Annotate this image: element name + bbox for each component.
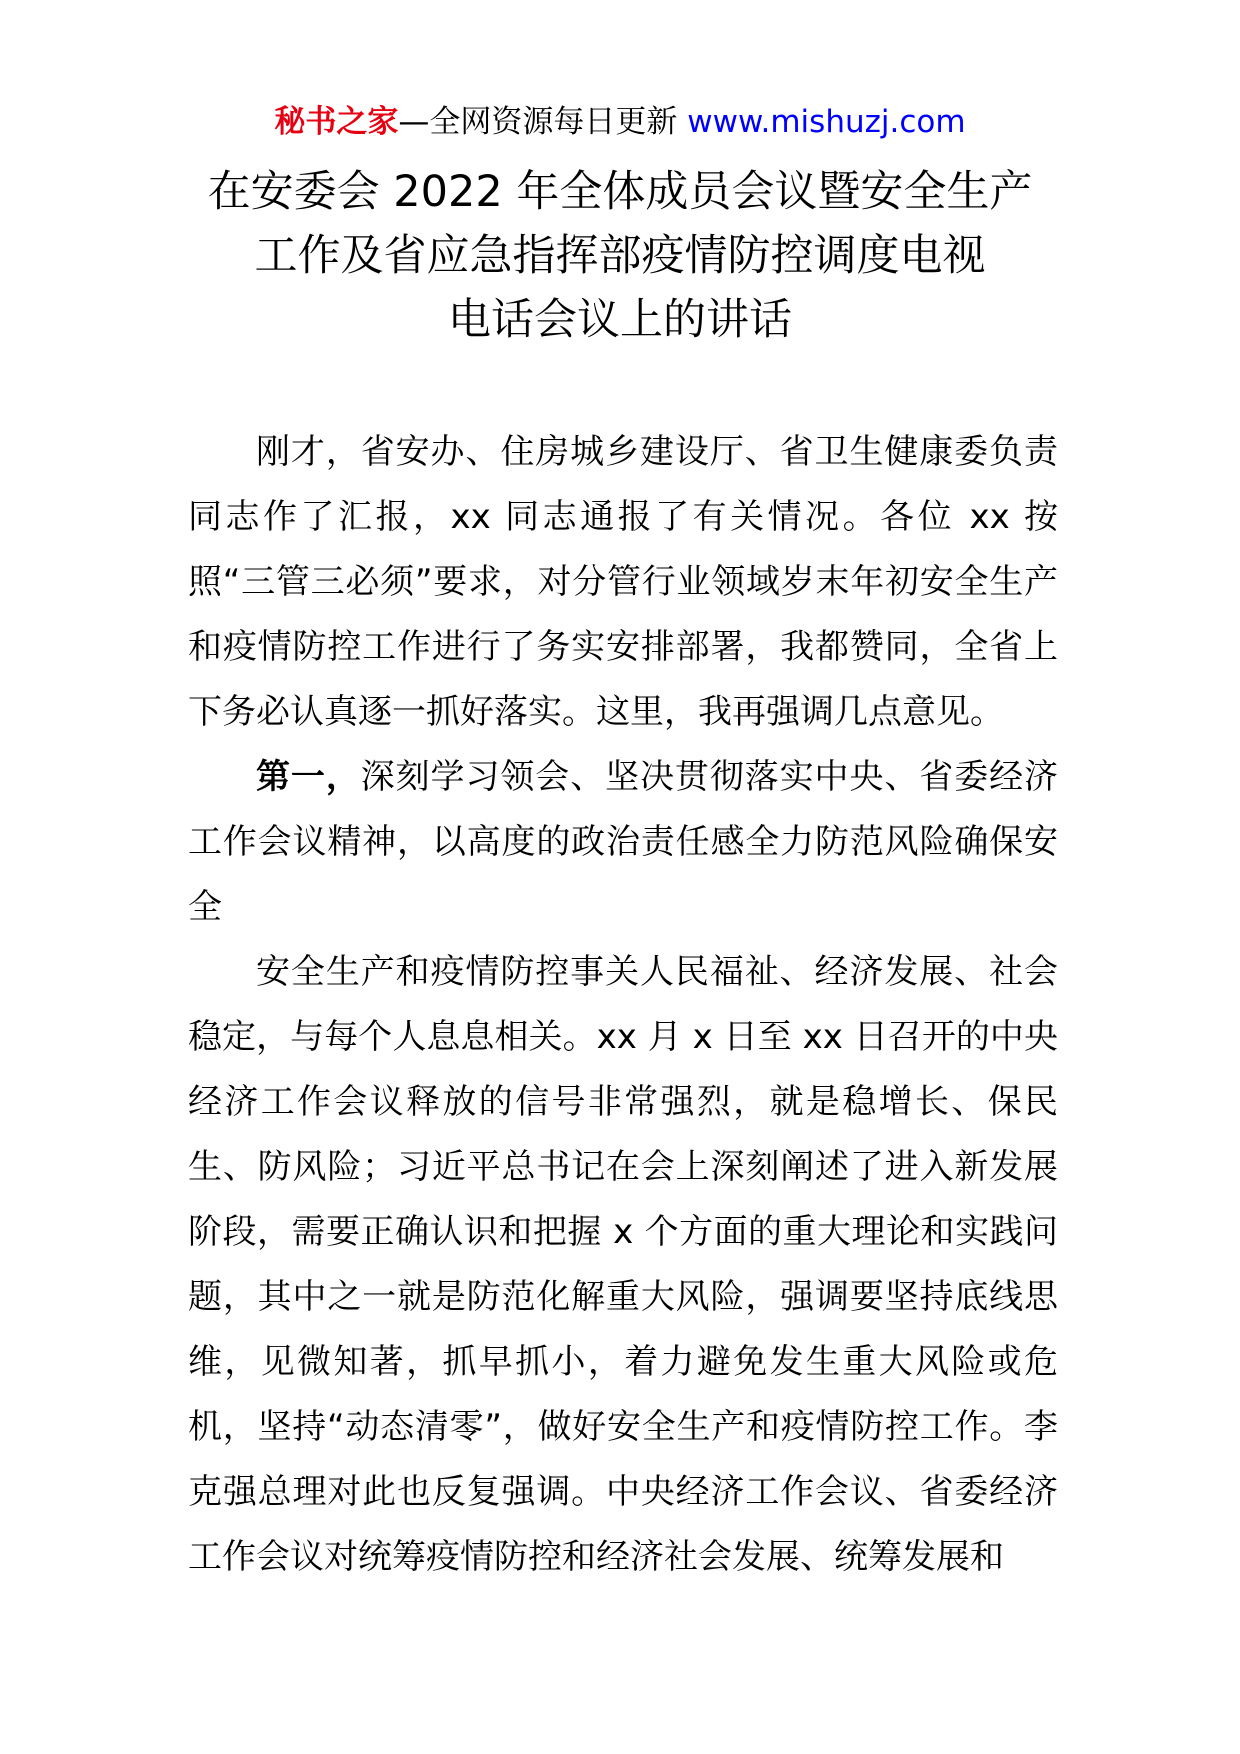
paragraph-body: 安全生产和疫情防控事关人民福祉、经济发展、社会稳定，与每个人息息相关。xx 月 x 日至 xx 日召开的中央经济工作会议释放的信号非常强烈，就是稳增长、保民生、防风险；习近平总书记在会上深刻阐述了进入新发展阶段，需要正确认识和把握 x 个方面的重大理论和实践问题，其中之一就是防范化解重大风险，强调要坚持底线思维，见微知著，抓早抓小，着力避免发生重大风险或危机，坚持“动态清零”，做好安全生产和疫情防控工作。李克强总理对此也反复强调。中央经济工作会议、省委经济工作会议对统筹疫情防控和经济社会发展、统筹发展和 <box>188 952 1058 1577</box>
title-line-1: 在安委会 2022 年全体成员会议暨安全生产 <box>207 167 1033 217</box>
site-tagline: —全网资源每日更新 <box>398 104 678 140</box>
document-body <box>188 420 1058 1590</box>
site-url-link[interactable]: www.mishuzj.com <box>687 104 966 140</box>
section-heading-number: 第一， <box>256 757 361 797</box>
site-brand: 秘书之家 <box>274 104 399 140</box>
section-heading-text <box>188 757 1058 927</box>
title-line-2: 工作及省应急指挥部疫情防控调度电视 <box>254 231 986 281</box>
title-line-3: 电话会议上的讲话 <box>448 295 792 345</box>
site-header <box>0 102 1240 142</box>
section-heading-first <box>188 745 1058 940</box>
section-heading-rest: 深刻学习领会、坚决贯彻落实中央、省委经济工作会议精神，以高度的政治责任感全力防范风险确保安全 <box>188 757 1059 927</box>
paragraph-intro: 刚才，省安办、住房城乡建设厅、省卫生健康委负责同志作了汇报，xx 同志通报了有关情况。各位 xx 按照“三管三必须”要求，对分管行业领域岁末年初安全生产和疫情防控工作进行了务实安排部署，我都赞同，全省上下务必认真逐一抓好落实。这里，我再强调几点意见。 <box>188 432 1058 732</box>
document-title <box>170 160 1070 352</box>
